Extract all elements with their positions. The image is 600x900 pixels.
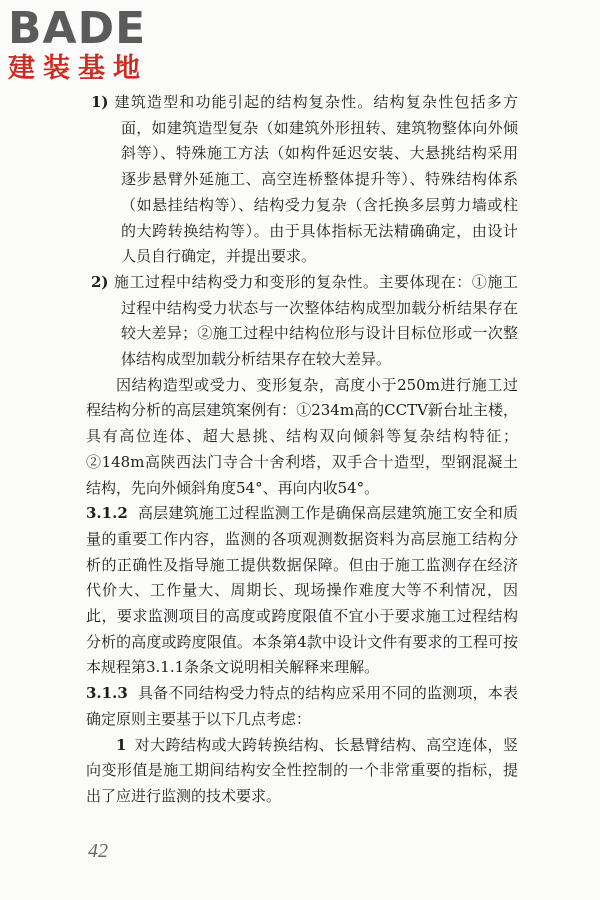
logo-wordmark: BADE: [8, 3, 147, 54]
document-body: [86, 90, 518, 810]
list-item: [86, 90, 518, 270]
list-item-text: 施工过程中结构受力和变形的复杂性。主要体现在：①施工过程中结构受力状态与一次整体结构成型加载分析结果存在较大差异；②施工过程中结构位形与设计目标位形或一次整体结构成型加载分析结果存在较大差异。: [113, 272, 518, 369]
clause: [86, 501, 518, 681]
clause-number: 3.1.2: [86, 504, 128, 523]
list-item-text: 建筑造型和功能引起的结构复杂性。结构复杂性包括多方面，如建筑造型复杂（如建筑外形扭转、建筑物整体向外倾斜等）、特殊施工方法（如构件延迟安装、大悬挑结构采用逐步悬臂外延施工、高空连桥整体提升等）、特殊结构体系（如悬挂结构等）、结构受力复杂（含托换多层剪力墙或柱的大跨转换结构等）。由于具体指标无法精确确定，由设计人员自行确定，并提出要求。: [114, 93, 518, 266]
sub-item-text: 对大跨结构或大跨转换结构、长悬臂结构、高空连体，竖向变形值是施工期间结构安全性控制的一个非常重要的指标，提出了应进行监测的技术要求。: [86, 735, 518, 805]
sub-item-number: 1: [116, 735, 127, 754]
sub-item: [86, 733, 518, 810]
page-number: 42: [88, 840, 108, 862]
examples-paragraph: 因结构造型或受力、变形复杂，高度小于250m进行施工过程结构分析的高层建筑案例有：①234m高的CCTV新台址主楼，具有高位连体、超大悬挑、结构双向倾斜等复杂结构特征；②148m高陕西法门寺合十舍利塔，双手合十造型，型钢混凝土结构，先向外倾斜角度54°、再向内收54°。: [86, 375, 518, 497]
clause-text: 高层建筑施工过程监测工作是确保高层建筑施工安全和质量的重要工作内容，监测的各项观测数据资料为高层施工结构分析的正确性及指导施工提供数据保障。但由于施工监测存在经济代价大、工作量大、周期长、现场操作难度大等不利情况，因此，要求监测项目的高度或跨度限值不宜小于要求施工过程结构分析的高度或跨度限值。本条第4款中设计文件有要求的工程可按本规程第3.1.1条条文说明相关解释来理解。: [86, 504, 518, 677]
clause-text: 具备不同结构受力特点的结构应采用不同的监测项，本表确定原则主要基于以下几点考虑：: [86, 684, 518, 728]
logo-subtitle: 建装基地: [8, 53, 148, 84]
clause-number: 3.1.3: [86, 684, 128, 703]
list-item-number: 1): [91, 93, 109, 111]
list-item: [86, 270, 518, 373]
logo: [8, 3, 188, 84]
clause: [86, 681, 518, 732]
list-item-number: 2): [91, 272, 109, 291]
